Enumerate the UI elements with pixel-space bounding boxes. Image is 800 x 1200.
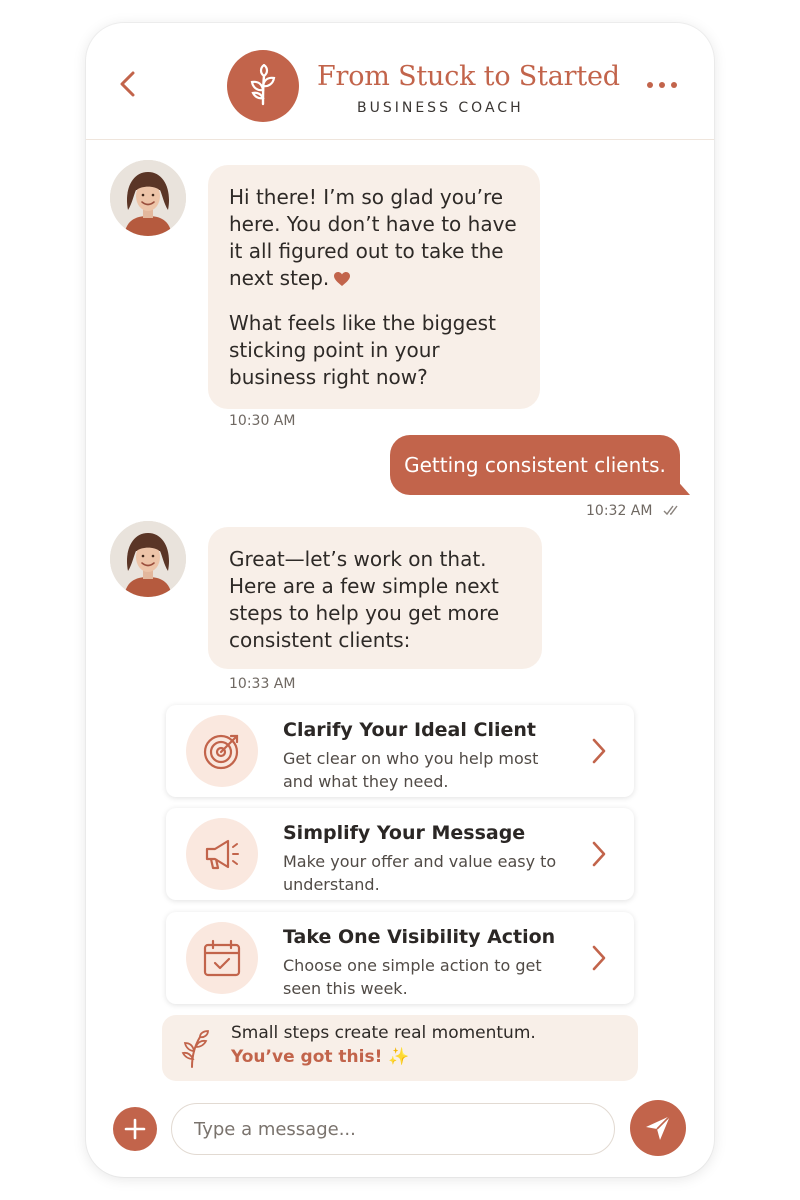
sprout-icon	[178, 1029, 214, 1069]
encouragement-banner	[162, 1015, 638, 1081]
bubble-tail	[674, 477, 690, 495]
page-subtitle: BUSINESS COACH	[357, 100, 524, 116]
message-input[interactable]	[171, 1103, 615, 1155]
step-description: Choose one simple action to get seen this week.	[283, 956, 542, 998]
sprout-icon	[241, 64, 285, 108]
step-icon-badge	[186, 818, 258, 890]
coach-portrait-icon	[110, 160, 186, 236]
message-timestamp: 10:30 AM	[229, 413, 296, 429]
tip-text: Small steps create real momentum.	[231, 1023, 536, 1043]
step-card-ideal-client[interactable]	[166, 705, 634, 797]
back-button[interactable]	[116, 69, 140, 99]
message-text: Getting consistent clients.	[404, 453, 666, 477]
message-text: Hi there! I’m so glad you’re here. You don’t have to have it all figured out to take the next step.	[229, 185, 517, 290]
tip-highlight: You’ve got this! ✨	[231, 1047, 410, 1067]
coach-message-bubble	[208, 165, 540, 409]
coach-message-bubble	[208, 527, 542, 669]
coach-logo	[227, 50, 299, 122]
megaphone-icon	[202, 834, 242, 874]
chevron-left-icon	[116, 69, 140, 99]
coach-avatar	[110, 521, 186, 597]
step-card-visibility[interactable]	[166, 912, 634, 1004]
message-timestamp: 10:33 AM	[229, 676, 296, 692]
page-title: From Stuck to Started	[317, 61, 620, 92]
user-message-bubble	[390, 435, 680, 495]
more-options-button[interactable]	[644, 79, 680, 93]
coach-portrait-icon	[110, 521, 186, 597]
step-title: Simplify Your Message	[283, 822, 526, 844]
plus-icon	[124, 1118, 146, 1140]
chevron-right-icon	[590, 737, 608, 765]
message-text: What feels like the biggest sticking point in your business right now?	[229, 311, 496, 389]
step-description: Get clear on who you help most and what they need.	[283, 749, 539, 791]
step-title: Take One Visibility Action	[283, 926, 556, 948]
step-card-message[interactable]	[166, 808, 634, 900]
coach-avatar	[110, 160, 186, 236]
message-timestamp: 10:32 AM	[586, 503, 683, 519]
send-icon	[644, 1114, 672, 1142]
heart-icon	[333, 271, 351, 287]
step-description: Make your offer and value easy to understand.	[283, 852, 557, 894]
calendar-check-icon	[202, 938, 242, 978]
send-button[interactable]	[630, 1100, 686, 1156]
message-text: Great—let’s work on that. Here are a few simple next steps to help you get more consistent clients:	[229, 547, 500, 652]
sparkle-icon: ✨	[388, 1047, 410, 1067]
step-title: Clarify Your Ideal Client	[283, 719, 536, 741]
step-icon-badge	[186, 715, 258, 787]
step-icon-badge	[186, 922, 258, 994]
chat-screen	[86, 23, 714, 1177]
read-receipt-icon	[663, 504, 683, 516]
chevron-right-icon	[590, 840, 608, 868]
target-icon	[202, 731, 242, 771]
add-attachment-button[interactable]	[113, 1107, 157, 1151]
chat-header	[86, 23, 714, 140]
chevron-right-icon	[590, 944, 608, 972]
